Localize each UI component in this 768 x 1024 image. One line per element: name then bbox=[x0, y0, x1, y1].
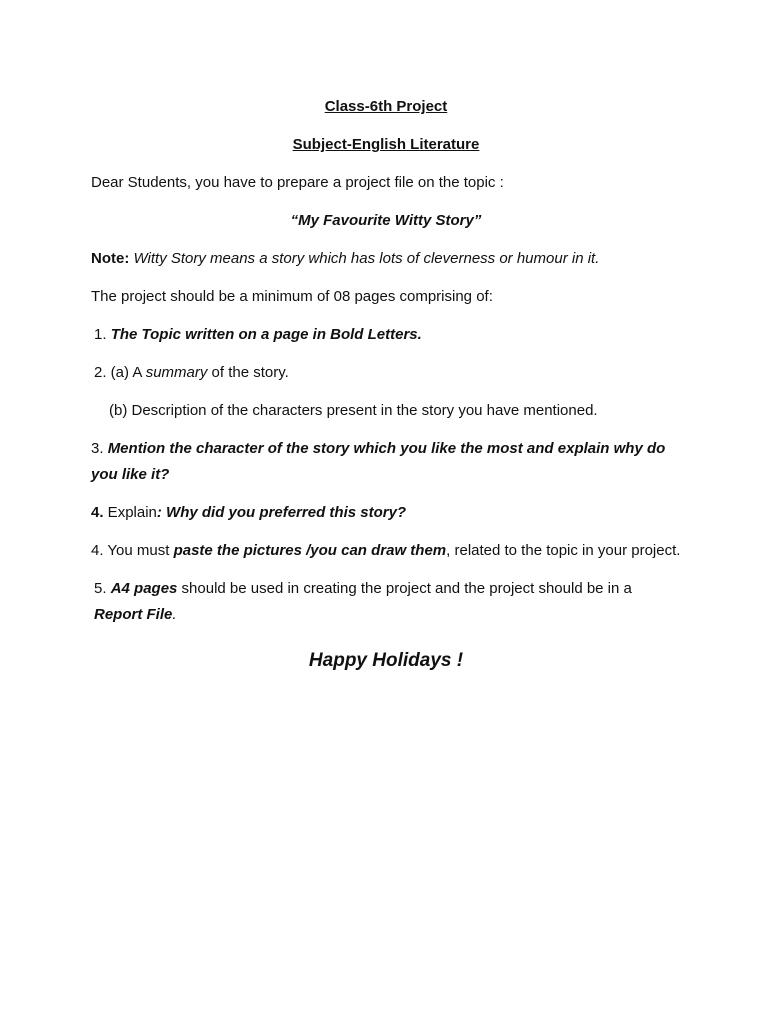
document-content bbox=[91, 94, 681, 674]
item-4b-bold: paste the pictures /you can draw them bbox=[173, 542, 447, 559]
note-text: Witty Story means a story which has lots of cleverness or humour in it. bbox=[129, 250, 600, 267]
item-5-middle: should be used in creating the project and the project should be in a bbox=[177, 580, 632, 597]
note-label: Note: bbox=[91, 250, 130, 267]
list-item-3 bbox=[91, 436, 681, 488]
list-item-2a bbox=[91, 360, 681, 386]
item-3-number: 3. bbox=[91, 440, 108, 457]
item-3-text: Mention the character of the story which you like the most and explain why do you like it? bbox=[91, 440, 666, 483]
item-4a-plain: Explain bbox=[103, 504, 157, 521]
item-1-text: The Topic written on a page in Bold Letters. bbox=[110, 326, 422, 343]
item-1-number: 1. bbox=[94, 326, 111, 343]
note-paragraph bbox=[91, 246, 681, 272]
item-4b-suffix: , related to the topic in your project. bbox=[446, 542, 681, 559]
item-4a-number: 4. bbox=[91, 504, 104, 521]
item-2a-prefix: 2. (a) A bbox=[94, 364, 146, 381]
list-item-4b bbox=[91, 538, 681, 564]
item-4b-prefix: 4. You must bbox=[91, 542, 174, 559]
list-item-1 bbox=[91, 322, 681, 348]
item-5-bold-2: Report File bbox=[94, 606, 173, 623]
subject-heading: Subject-English Literature bbox=[292, 136, 480, 153]
requirement-text: The project should be a minimum of 08 pages comprising of: bbox=[91, 288, 493, 305]
intro-text: Dear Students, you have to prepare a project file on the topic : bbox=[91, 174, 504, 191]
item-4a-text: : Why did you preferred this story? bbox=[156, 504, 407, 521]
project-title: Class-6th Project bbox=[324, 98, 448, 115]
item-5-number: 5. bbox=[94, 580, 111, 597]
list-item-4a bbox=[91, 500, 681, 526]
closing-greeting: Happy Holidays ! bbox=[308, 650, 464, 671]
item-2a-emphasis: summary bbox=[145, 364, 208, 381]
item-2a-suffix: of the story. bbox=[207, 364, 289, 381]
list-item-2b: (b) Description of the characters present in the story you have mentioned. bbox=[109, 402, 598, 419]
item-5-bold-1: A4 pages bbox=[110, 580, 178, 597]
item-5-end: . bbox=[172, 606, 177, 623]
project-topic: “My Favourite Witty Story” bbox=[290, 212, 482, 229]
list-item-5 bbox=[91, 576, 681, 628]
